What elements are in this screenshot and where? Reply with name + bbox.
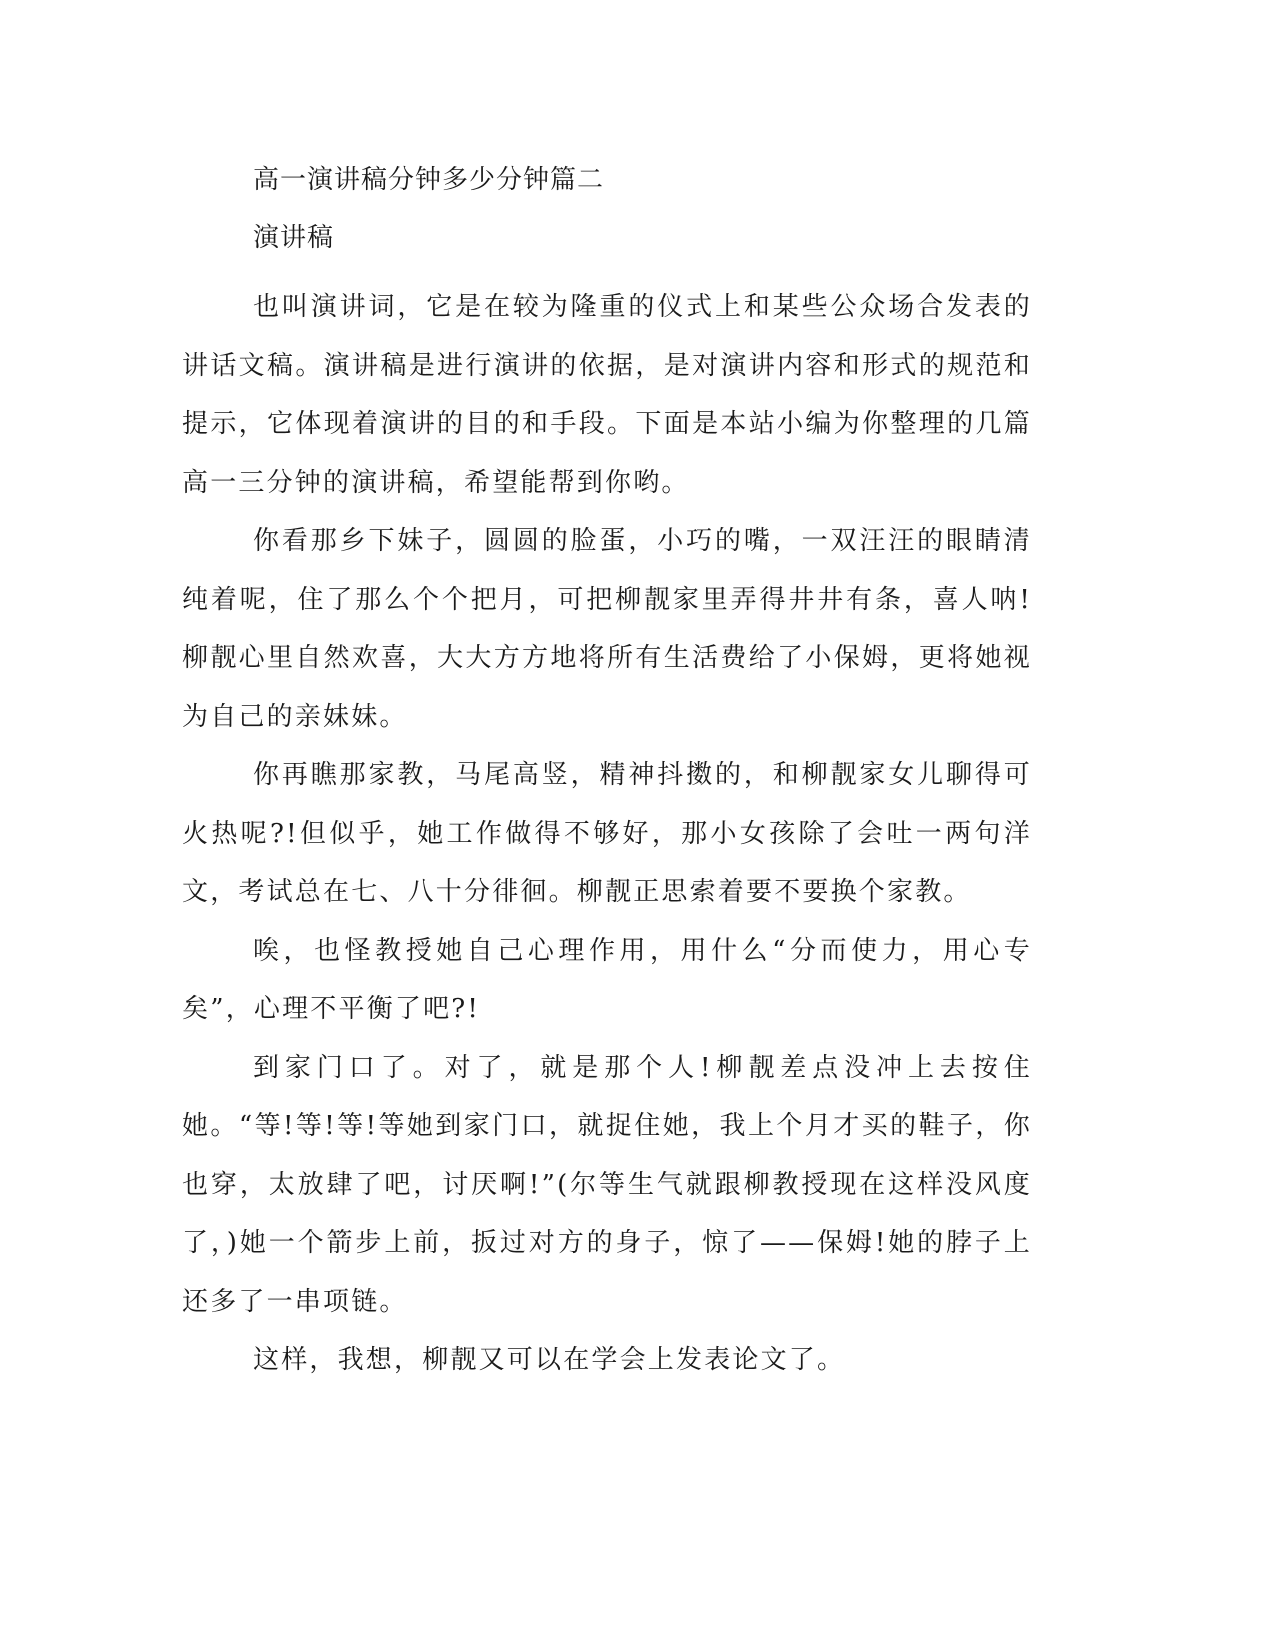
paragraph-conclusion: 这样，我想，柳靓又可以在学会上发表论文了。 — [253, 1345, 846, 1375]
document-subtitle: 演讲稿 — [253, 223, 335, 253]
document-title: 高一演讲稿分钟多少分钟篇二 — [253, 165, 605, 195]
paragraph-nanny: 你看那乡下妹子，圆圆的脸蛋，小巧的嘴，一双汪汪的眼睛清纯着呢，住了那么个个把月，可把柳靓家里弄得井井有条，喜人呐!柳靓心里自然欢喜，大大方方地将所有生活费给了小保姆，更将她视为自己的亲妹妹。 — [182, 526, 1032, 732]
document-body — [182, 162, 1032, 1390]
paragraph-doorway: 到家门口了。对了，就是那个人!柳靓差点没冲上去按住她。“等!等!等!等她到家门口，就捉住她，我上个月才买的鞋子，你也穿，太放肆了吧，讨厌啊!”(尔等生气就跟柳教授现在这样没风度了，)她一个箭步上前，扳过对方的身子，惊了——保姆!她的脖子上还多了一串项链。 — [182, 1052, 1032, 1317]
paragraph-intro: 也叫演讲词，它是在较为隆重的仪式上和某些公众场合发表的讲话文稿。演讲稿是进行演讲的依据，是对演讲内容和形式的规范和提示，它体现着演讲的目的和手段。下面是本站小编为你整理的几篇高一三分钟的演讲稿，希望能帮到你哟。 — [182, 292, 1032, 498]
paragraph-professor: 唉，也怪教授她自己心理作用，用什么“分而使力，用心专矣”，心理不平衡了吧?! — [182, 935, 1032, 1024]
paragraph-tutor: 你再瞧那家教，马尾高竖，精神抖擞的，和柳靓家女儿聊得可火热呢?!但似乎，她工作做得不够好，那小女孩除了会吐一两句洋文，考试总在七、八十分徘徊。柳靓正思索着要不要换个家教。 — [182, 760, 1032, 907]
